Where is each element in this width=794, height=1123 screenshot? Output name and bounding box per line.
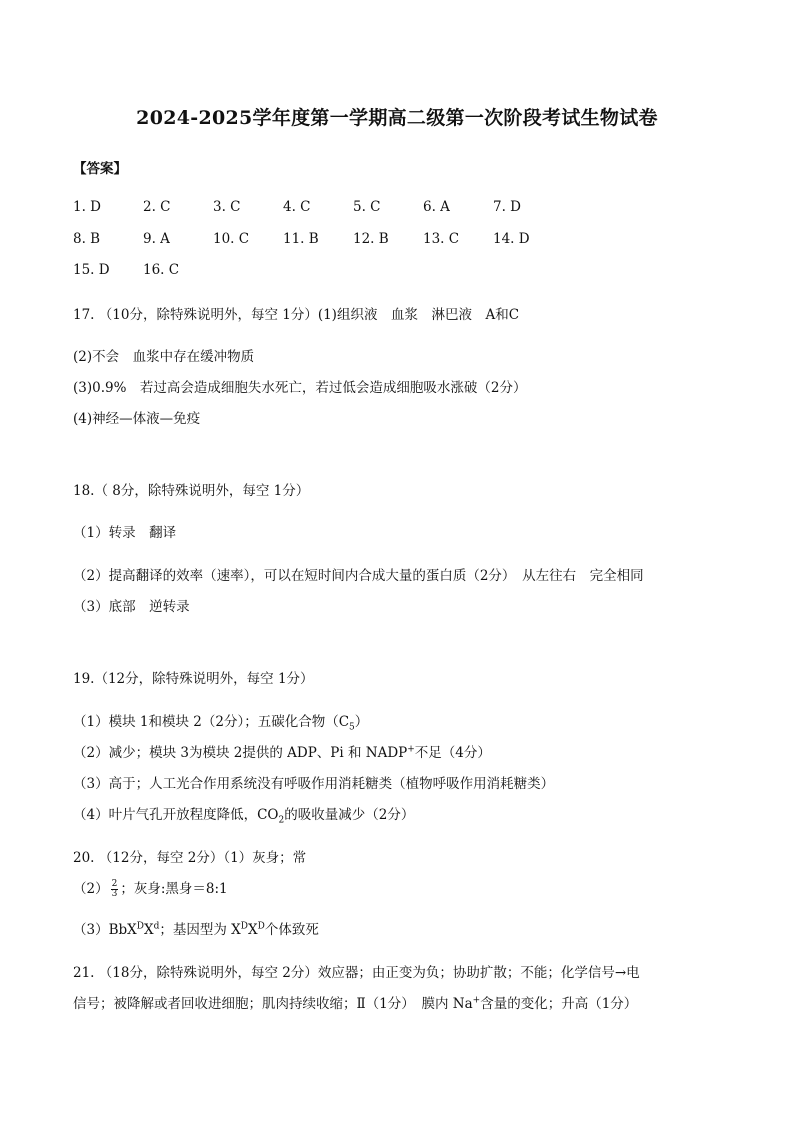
q20-l3-text: ；基因型为 X — [159, 922, 241, 938]
choice-answer: 14. D — [493, 231, 530, 247]
q17-line: (2)不会 血浆中存在缓冲物质 — [73, 349, 255, 365]
choice-answer: 11. B — [283, 231, 319, 247]
q19-line — [73, 741, 491, 761]
choice-answer: 6. A — [423, 199, 450, 215]
choice-answer: 12. B — [353, 231, 389, 247]
fraction — [111, 880, 119, 899]
q19-l1-sub: 5 — [349, 722, 355, 733]
q21-line — [73, 992, 637, 1012]
answer-header: 【答案】 — [73, 161, 127, 177]
q21-l2-text: 信号；被降解或者回收进细胞；肌肉持续收缩；Ⅱ（1分） 膜内 Na — [73, 996, 473, 1012]
q21-l2-sup: + — [472, 995, 481, 1006]
q21-line: 21. （18分，除特殊说明外，每空 2分）效应器；由正变为负；协助扩散；不能；化学信号→电 — [73, 965, 640, 981]
q19-l2-sup: + — [407, 744, 415, 755]
choice-answer: 9. A — [143, 231, 170, 247]
choice-answer: 7. D — [493, 199, 521, 215]
fraction-numerator: 2 — [111, 879, 118, 889]
q20-l3-sup: d — [153, 921, 160, 932]
q19-line — [73, 803, 414, 826]
choice-answer: 5. C — [353, 199, 381, 215]
fraction-denominator: 3 — [111, 889, 118, 899]
q19-line — [73, 710, 368, 733]
choice-answer: 13. C — [423, 231, 460, 247]
q20-l3-sup: D — [257, 921, 265, 932]
q20-l3-text: （3）BbX — [73, 922, 137, 938]
choice-answer: 3. C — [213, 199, 241, 215]
choice-answer: 8. B — [73, 231, 101, 247]
q19-line: （3）高于；人工光合作用系统没有呼吸作用消耗糖类（植物呼吸作用消耗糖类） — [73, 776, 555, 792]
q20-l3-text: 个体致死 — [264, 922, 319, 938]
q20-l3-sup: D — [136, 921, 144, 932]
q19-l2-end: 不足（4分） — [414, 745, 491, 761]
q20-line — [73, 877, 228, 899]
page-title: 2024-2025学年度第一学期高二级第一次阶段考试生物试卷 — [136, 107, 658, 129]
q18-line: （1）转录 翻译 — [73, 525, 177, 541]
q17-header: 17. （10分，除特殊说明外，每空 1分）(1)组织液 血浆 淋巴液 A和C — [73, 307, 520, 323]
q20-header: 20. （12分，每空 2分）（1）灰身；常 — [73, 850, 307, 866]
q19-l4-end: 的吸收量减少（2分） — [284, 807, 415, 823]
q20-l3-text: X — [248, 922, 258, 938]
q20-l2-prefix: （2） — [73, 881, 109, 897]
q19-l1-end: ） — [354, 714, 369, 730]
choice-answer: 16. C — [143, 262, 180, 278]
q20-l3-text: X — [143, 922, 154, 938]
choice-answer: 15. D — [73, 262, 110, 278]
q19-l4-sub: 2 — [278, 815, 285, 826]
q17-line: (4)神经—体液—免疫 — [73, 411, 201, 427]
choice-answer: 2. C — [143, 199, 171, 215]
choice-answer: 1. D — [73, 199, 101, 215]
q20-l2-text: ；灰身:黑身＝8:1 — [120, 881, 228, 897]
choice-answer: 4. C — [283, 199, 311, 215]
q19-l4-text: （4）叶片气孔开放程度降低，CO — [73, 807, 279, 823]
q19-l2-text: （2）减少；模块 3为模块 2提供的 ADP、Pi 和 NADP — [73, 745, 408, 761]
q17-line: (3)0.9% 若过高会造成细胞失水死亡，若过低会造成细胞吸水涨破（2分） — [73, 380, 527, 396]
q20-line — [73, 918, 319, 938]
q19-l1-text: （1）模块 1和模块 2（2分）；五碳化合物（C — [73, 714, 350, 730]
q18-line: （2）提高翻译的效率（速率），可以在短时间内合成大量的蛋白质（2分） 从左往右 完全相同 — [73, 568, 644, 584]
q19-header: 19.（12分，除特殊说明外，每空 1分） — [73, 671, 314, 687]
choice-answer: 10. C — [213, 231, 250, 247]
q21-l2-end: 含量的变化；升高（1分） — [480, 996, 638, 1012]
q18-header: 18.（ 8分，除特殊说明外，每空 1分） — [73, 483, 310, 499]
q18-line: （3）底部 逆转录 — [73, 599, 190, 615]
q20-l3-sup: D — [240, 921, 248, 932]
